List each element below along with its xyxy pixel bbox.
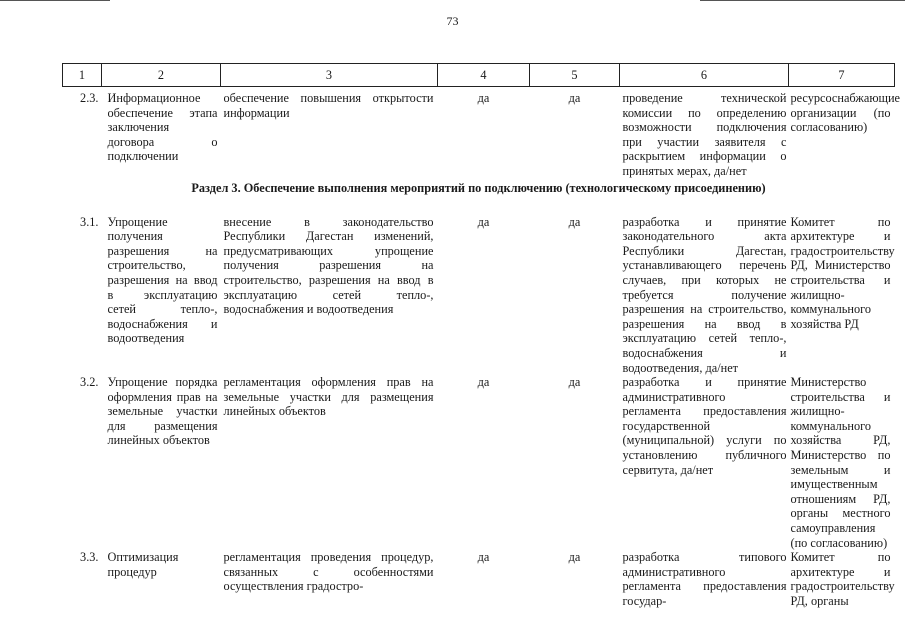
measure-content: регламентация проведения процедур, связанных с особенностями осуществления градостро-: [223, 550, 434, 594]
scan-edge-top-right: [700, 0, 905, 1]
table-row: [63, 87, 895, 179]
status-col-4: да: [477, 214, 490, 229]
scan-edge-top-left: [0, 0, 110, 1]
status-col-5: да: [568, 550, 581, 565]
section-heading: Раздел 3. Обеспечение выполнения мероприятий по подключению (технологическому присоединению): [191, 180, 766, 195]
responsible: Комитет по архитектуре и градостроительству РД, Министерство строительства и жилищно-коммунального хозяйства РД: [790, 214, 895, 331]
status-col-4: да: [477, 91, 490, 105]
row-number: 3.2.: [80, 375, 99, 390]
page-number: 73: [446, 14, 459, 28]
column-number-3: 3: [221, 64, 438, 87]
status-col-5: да: [568, 91, 581, 105]
row-number: 3.1.: [80, 214, 99, 229]
status-col-4: да: [477, 550, 490, 565]
status-col-5: да: [568, 214, 581, 229]
column-number-7: 7: [789, 64, 895, 87]
column-number-5: 5: [530, 64, 620, 87]
table-row: [63, 550, 895, 608]
measure-name: Упрощение получения разрешения на строительство, разрешения на ввод в эксплуатацию сетей тепло-, водоснабжения и водоотведения: [107, 214, 218, 346]
measure-name: Упрощение порядка оформления прав на земельные участки для размещения линейных объектов: [107, 375, 218, 448]
indicator: разработка и принятие законодательного акта Республики Дагестан, устанавливающего перечень случаев, при которых не требуется получение разрешения на строительство, разрешения на ввод в эксплуатацию сетей тепло-, водоснабжения и водоотведения, да/нет: [622, 214, 787, 375]
column-number-2: 2: [102, 64, 221, 87]
table-row: [63, 211, 895, 376]
measure-content: обеспечение повышения открытости информации: [223, 91, 434, 120]
responsible: Комитет по архитектуре и градостроительству РД, органы: [790, 550, 895, 608]
column-number-4: 4: [438, 64, 530, 87]
measure-name: Оптимизация процедур: [107, 550, 179, 579]
column-number-1: 1: [63, 64, 102, 87]
measure-content: внесение в законодательство Республики Дагестан изменений, предусматривающих упрощение получения разрешения на строительство, разрешения на ввод в эксплуатацию сетей тепло-, водоснабжения и водоотведения: [223, 214, 434, 317]
indicator: разработка типового административного регламента предоставления государ-: [622, 550, 787, 608]
row-number: 3.3.: [80, 550, 99, 565]
indicator: проведение технической комиссии по определению возможности подключения при участии заявителя с раскрытием информации о принятых мерах, да/нет: [622, 91, 787, 178]
table-header-row: [63, 64, 895, 87]
section-heading-row: [63, 179, 895, 211]
responsible: ресурсоснабжающие организации (по согласованию): [790, 91, 901, 135]
row-number: 2.3.: [80, 91, 99, 105]
status-col-5: да: [568, 375, 581, 390]
measures-table: [62, 63, 901, 609]
column-number-6: 6: [620, 64, 789, 87]
table-row: [63, 375, 895, 550]
measure-content: регламентация оформления прав на земельные участки для размещения линейных объектов: [223, 375, 434, 419]
responsible: Министерство строительства и жилищно-коммунального хозяйства РД, Министерство по земельным и имущественным отношениям РД, органы местного самоуправления (по согласованию): [790, 375, 891, 550]
measure-name: Информационное обеспечение этапа заключения договора о подключении: [107, 91, 218, 164]
status-col-4: да: [477, 375, 490, 390]
indicator: разработка и принятие административного регламента предоставления государственной (муниципальной) услуги по установлению публичного сервитута, да/нет: [622, 375, 787, 477]
